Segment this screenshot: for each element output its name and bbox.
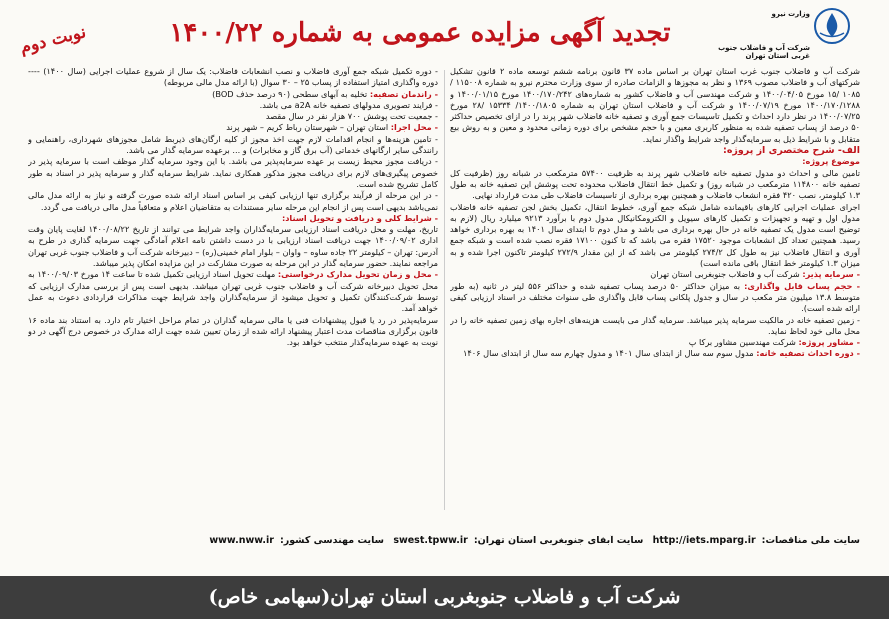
volume-label: - حجم پساب قابل واگذاری: [744,280,860,291]
consultant-label: - مشاور پروژه: [798,337,860,348]
completion-period-text: - دوره تکمیل شبکه جمع آوری فاضلاب و نصب انشعابات فاضلاب: یک سال از شروع عملیات اجرایی (سال ۱۴۰۰) ---- دوره واگذاری امتیاز استفاده از پساب ۲۵ – ۳۰ سوال (با ارائه مدل مالی مربوطه) [28,66,438,88]
land-text: - زمین تصفیه خانه در مالکیت سرمایه پذیر میباشد. سرمایه گذار می بایست هزینه‌های اجاره بهای زمین تصفیه خانه را در محل مالی خود لحاظ نماید. [450,314,860,336]
works-text: اجرای عملیات اجرایی کارهای باقیمانده شامل شبکه جمع آوری، خطوط انتقال، تکمیل بخش لجن تصفیه خانه فاضلاب مدول اول و تهیه و تجهیزات و تکمیل کارهای سیویل و الکترومکانیکال مدول دوم با برآورد ۹۲۱۳ میلیارد ریال (لازم به توضیح است مدول یک تصفیه خانه در حال بهره برداری می باشد و مدل دوم تا ابتدای سال ۱۴۰۱ به بهره برداری خواهد رسید. همچنین تعداد کل انشعابات موجود ۱۷۵۲۰ فقره می باشد که تا کنون ۱۷۱۰۰ فقره نصب شده است و شبکه جمع آوری و انتقال فاضلاب نیز به طول کل ۲۷۴/۲ کیلومتر می باشد که از این مقدار ۲۷۲/۹ کیلومتر تاکنون اجرا شده و به میزان ۱.۳ کیلومتر خط انتقال باقی مانده است) [450,201,860,269]
discharge-label: - راندمان تصفیه: [369,88,438,99]
national-site-link[interactable]: www.nww.ir [209,535,274,546]
documents-text: تاریخ، مهلت و محل دریافت اسناد ارزیابی سرمایه‌گذاران واجد شرایط می توانند از تاریخ ۱۴۰۰/۰۸/۲۲ لغایت پایان وقت اداری ۱۴۰۰/۰۹/۰۲ جهت دریافت اسناد ارزیابی با در دست داشتن نامه اعلام آمادگی جهت سرمایه گذاری در طرح به آدرس: تهران – کیلومتر ۲۲ جاده ساوه – واوان – بلوار امام خمینی(ره) – دبیرخانه شرکت آب و فاضلاب جنوب غربی تهران مراجعه نمایند. حضور سرمایه گذار در این مرحله به صورت مشارکت در این مزایده امکان پذیر میباشد. [28,224,438,269]
ministry-name: وزارت نیرو [771,10,810,18]
location-text: استان تهران – شهرستان رباط کریم – شهر پرند [226,122,389,133]
subject-text: تامین مالی و احداث دو مدول تصفیه خانه فاضلاب شهر پرند به ظرفیت ۵۷۴۰۰ مترمکعب در شبانه روز (ظرفیت کل تصفیه خانه ۱۱۴۸۰۰ مترمکعب در شبانه روز) و تکمیل خط انتقال فاضلاب محدوده تحت پوشش این تصفیه خانه به طول ۱.۳ کیلومتر، نصب ۴۲۰ فقره انشعاب فاضلاب و همچنین بهره برداری از تاسیسات فاضلاب طی مدت قرارداد نهایی. [450,167,860,201]
national-site-label: سایت مهندسی کشور: [279,535,384,546]
location-label: - محل اجرا: [390,122,438,133]
period-label: - دوره احداث تصفیه خانه: [756,348,860,359]
company-name-small: شرکت آب و فاضلاب جنوب غربی استان تهران [718,44,810,60]
environment-text: - دریافت مجوز محیط زیست بر عهده سرمایه‌پذیر می باشد. با این وجود سرمایه گذار موظف است با سرمایه پذیر در خصوص پیگیری‌های لازم برای دریافت مجوز مذکور همکاری نماید. شرایط سرمایه گذار و سرمایه پذیر در اسناد به طور کامل تشریح شده است. [28,156,438,189]
tenders-site-label: سایت ملی مناقصات: [761,535,860,546]
process-text: - فرایند تصویری مدولهای تصفیه خانه a2A می باشد. [259,99,438,110]
left-column [28,66,438,526]
section-a-heading: الف- شرح مختصری از پروژه: [723,145,860,157]
round-label: نوبت دوم [17,22,88,58]
intro-paragraph: شرکت آب و فاضلاب جنوب غرب استان تهران بر اساس ماده ۳۷ قانون برنامه ششم توسعه ماده ۲ قانون تشکیل شرکتهای آب و فاضلاب مصوب ۱۳۶۹ و نظر به مجوزها و الزامات صادره از سوی وزارت محترم نیرو به شماره ۱۱۵۰۰۸ /۱۰۸۵ /۱۵ مورخ ۱۴۰۰/۰۴/۰۵ و شرکت مهندسی آب و فاضلاب کشور به شماره‌های ۱۴۰۰/۱۷۰/۲۴۲ مورخ ۱۴۰۰/۰۱/۱۵ و ۱۴۰۰/۱۷۰/۱۲۸۸ مورخ ۱۴۰۰/۰۷/۱۹ و شرکت آب و فاضلاب استان تهران به شماره ۱۴۰۰/۱۸۰۵/ ۱۵۳۳۴ /۲۸ مورخ ۱۴۰۰/۰۷/۲۵ در نظر دارد احداث و تکمیل تاسیسات جمع آوری و تصفیه خانه فاضلاب شهر پرند را در ازای تخصیص حداکثر ۵۰ درصد از پساب تصفیه شده به منظور کاربری معین و با حجم مشخص برای دوره زمانی محدود و معین و به روش بیع متقابل و با شرایط ذیل به سرمایه‌گذار واجد شرایط واگذار نماید. [450,66,860,144]
column-divider [444,70,445,510]
investor-label: - سرمایه پذیر: [802,269,860,280]
consultant-text: شرکت مهندسین مشاور برکا پ [688,337,796,348]
deadline-text: مهلت تحویل اسناد ارزیابی تکمیل شده تا ساعت ۱۴ مورخ ۱۴۰۰/۰۹/۰۳ به محل تحویل دبیرخانه شرکت آب و فاضلاب جنوب غربی تهران میباشد. بدیهی است پس از بررسی مدارک ارزیابی که توسط شرکت‌کنندگان تکمیل و تحویل میشود از سرمایه‌گذاران واجد شرایط جهت مذاکرات قراردادی دعوت به عمل خواهد آمد. [28,269,438,314]
volume-text: به میزان حداکثر ۵۰ درصد پساب تصفیه شده و حداکثر ۵۵۶ لیتر در ثانیه (به طور متوسط ۱۳.۸ میلیون متر مکعب در سال و جدول پلکانی پساب قابل واگذاری طی سنوات مختلف در اسناد ارزیابی کیفی ارائه شده است). [450,280,860,314]
deadline-label: - محل و زمان تحویل مدارک درخواستی: [277,269,438,280]
subject-label: موضوع پروژه: [802,156,860,167]
investor-text: شرکت آب و فاضلاب جنوبغربی استان تهران [650,269,800,280]
final-text: سرمایه‌پذیر در رد یا قبول پیشنهادات فنی یا مالی سرمایه گذاران در تمام مراحل اختیار تام دارد. به استناد بند ماده ۱۶ قانون برگزاری مناقصات مدت اعتبار پیشنهاد ارائه شده از زمان تعیین شده جهت ارائه مدارک در خصوص درج آگهی در دو نوبت به عهده سرمایه‌گذار منتخب خواهد بود. [28,314,438,348]
permits-text: - تامین هزینه‌ها و انجام اقدامات لازم جهت اخذ مجوز از کلیه ارگان‌های ذیربط شامل مجوزهای شهرداری، راهنمایی و رانندگی سایر ارگانهای خدماتی (آب برق گاز و مخابرات) و ... برعهده سرمایه گذار می باشد. [28,133,438,156]
period-text: مدول سوم سه سال از ابتدای سال ۱۴۰۱ و مدول چهارم سه سال از ابتدای سال ۱۴۰۶ [462,348,754,359]
discharge-text: تخلیه به آبهای سطحی (۹۰ درصد حذف BOD) [212,88,368,99]
water-company-logo-icon [812,6,852,46]
population-text: - جمعیت تحت پوشش ۷۰۰ هزار نفر در سال مقصد [265,111,438,122]
section-b-heading: - شرایط کلی و دریافت و تحویل اسناد: [281,212,438,223]
tenders-site-link[interactable]: http://iets.mparg.ir [652,535,756,546]
company-footer-band: شرکت آب و فاضلاب جنوبغربی استان تهران(سهامی خاص) [0,576,889,619]
company-site-label: سایت آبفای جنوبغربی استان تهران: [473,535,644,546]
websites-line [28,535,860,557]
company-site-link[interactable]: swest.tpww.ir [393,535,468,546]
header [0,0,889,62]
stage-text: - در این مرحله از فرآیند برگزاری تنها ارزیابی کیفی بر اساس اسناد ارائه شده صورت گرفته و نیاز به ارائه مدل مالی نمی‌باشد بدیهی است پس از انجام این مرحله سایر مستندات به متقاضیان اعلام و متعاقباً مدل مالی دریافت می گردد. [28,190,438,212]
page-title: تجدید آگهی مزایده عمومی به شماره ۱۴۰۰/۲۲ [169,18,671,48]
org-header [700,10,810,60]
right-column [450,66,860,526]
